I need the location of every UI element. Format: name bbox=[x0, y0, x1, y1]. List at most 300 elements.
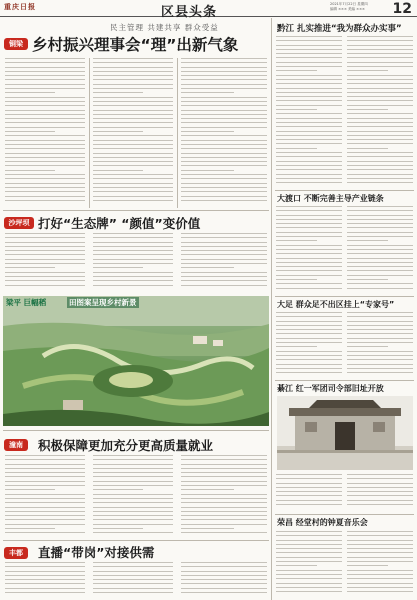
fengdu-body-col3 bbox=[181, 562, 267, 598]
rice-field-illustration bbox=[3, 296, 269, 426]
body-text-line bbox=[181, 191, 267, 192]
body-text-line bbox=[5, 464, 85, 465]
paper-name: 重庆日报 bbox=[4, 2, 36, 11]
body-text-line bbox=[276, 109, 317, 110]
body-text-line bbox=[347, 122, 413, 123]
body-text-line bbox=[5, 267, 55, 268]
body-text-line bbox=[276, 574, 342, 575]
body-text-line bbox=[347, 75, 413, 76]
body-text-line bbox=[93, 592, 173, 593]
body-text-line bbox=[276, 57, 342, 58]
body-text-line bbox=[276, 561, 342, 562]
body-text-line bbox=[93, 528, 143, 529]
body-text-line bbox=[347, 333, 413, 334]
body-text-line bbox=[347, 223, 413, 224]
fengdu-body-col1 bbox=[5, 562, 85, 598]
body-text-line bbox=[93, 144, 173, 145]
body-text-line bbox=[347, 178, 413, 179]
body-text-line bbox=[93, 481, 173, 482]
body-text-line bbox=[347, 578, 413, 579]
body-text-line bbox=[5, 575, 85, 576]
body-text-line bbox=[276, 275, 342, 276]
body-text-line bbox=[5, 110, 85, 111]
body-text-line bbox=[347, 96, 413, 97]
section-rule bbox=[275, 514, 414, 515]
body-text-line bbox=[181, 592, 267, 593]
body-text-line bbox=[181, 67, 267, 68]
body-text-line bbox=[181, 575, 267, 576]
body-text-line bbox=[5, 191, 85, 192]
body-text-line bbox=[5, 468, 85, 469]
body-text-line bbox=[347, 504, 413, 505]
body-text-line bbox=[276, 544, 342, 545]
body-text-line bbox=[5, 263, 85, 264]
body-text-line bbox=[347, 288, 413, 289]
body-text-line bbox=[181, 459, 267, 460]
body-text-line bbox=[347, 351, 413, 352]
body-text-line bbox=[5, 246, 85, 247]
dadukou-body-col1 bbox=[276, 206, 342, 294]
body-text-line bbox=[276, 557, 342, 558]
body-text-line bbox=[93, 157, 173, 158]
body-text-line bbox=[276, 236, 342, 237]
body-text-line bbox=[181, 200, 267, 201]
body-text-line bbox=[93, 153, 173, 154]
body-text-line bbox=[347, 53, 413, 54]
body-text-line bbox=[347, 118, 413, 119]
body-text-line bbox=[276, 53, 342, 54]
body-text-line bbox=[5, 88, 85, 89]
body-text-line bbox=[181, 88, 267, 89]
body-text-line bbox=[181, 157, 267, 158]
body-text-line bbox=[276, 100, 342, 101]
body-text-line bbox=[347, 66, 413, 67]
body-text-line bbox=[181, 135, 267, 136]
body-text-line bbox=[5, 562, 85, 563]
body-text-line bbox=[276, 351, 342, 352]
body-text-line bbox=[347, 227, 413, 228]
dadukou-headline: 大渡口 不断完善主导产业链条 bbox=[277, 194, 384, 203]
body-text-line bbox=[276, 148, 317, 149]
body-text-line bbox=[5, 524, 85, 525]
body-text-line bbox=[347, 561, 413, 562]
body-text-line bbox=[181, 97, 267, 98]
body-text-line bbox=[347, 139, 413, 140]
body-text-line bbox=[93, 583, 173, 584]
body-text-line bbox=[276, 325, 342, 326]
body-text-line bbox=[276, 279, 317, 280]
body-text-line bbox=[5, 489, 55, 490]
body-text-line bbox=[276, 359, 342, 360]
tongnan-body-col3 bbox=[181, 455, 267, 537]
body-text-line bbox=[93, 165, 173, 166]
body-text-line bbox=[276, 83, 342, 84]
date-info bbox=[330, 2, 394, 12]
historic-gate-illustration bbox=[277, 396, 413, 470]
body-text-line bbox=[276, 75, 342, 76]
body-text-line bbox=[276, 342, 342, 343]
body-text-line bbox=[181, 114, 267, 115]
body-text-line bbox=[276, 240, 317, 241]
dazu-body-col2 bbox=[347, 312, 413, 378]
body-text-line bbox=[5, 285, 85, 286]
body-text-line bbox=[181, 498, 267, 499]
body-text-line bbox=[347, 262, 413, 263]
body-text-line bbox=[5, 519, 85, 520]
body-text-line bbox=[347, 583, 413, 584]
body-text-line bbox=[347, 83, 413, 84]
body-text-line bbox=[276, 487, 342, 488]
page-number: 12 bbox=[392, 1, 412, 17]
body-text-line bbox=[93, 250, 173, 251]
section-rule bbox=[275, 190, 414, 191]
body-text-line bbox=[276, 535, 342, 536]
body-text-line bbox=[181, 511, 267, 512]
column-divider bbox=[271, 18, 272, 600]
qianjiang-headline: 黔江 扎实推进“我为群众办实事” bbox=[277, 24, 402, 34]
section-title: 区县头条 bbox=[161, 5, 218, 20]
body-text-line bbox=[276, 312, 342, 313]
body-text-line bbox=[347, 62, 413, 63]
shapingba-body-col3 bbox=[181, 233, 267, 293]
body-text-line bbox=[5, 481, 85, 482]
body-text-line bbox=[347, 500, 413, 501]
body-text-line bbox=[5, 187, 85, 188]
body-text-line bbox=[347, 236, 413, 237]
body-text-line bbox=[93, 62, 173, 63]
body-text-line bbox=[347, 135, 413, 136]
body-text-line bbox=[93, 140, 173, 141]
body-text-line bbox=[5, 135, 85, 136]
body-text-line bbox=[93, 272, 173, 273]
body-text-line bbox=[181, 144, 267, 145]
body-text-line bbox=[181, 485, 267, 486]
body-text-line bbox=[5, 131, 55, 132]
body-text-line bbox=[347, 483, 413, 484]
body-text-line bbox=[181, 127, 267, 128]
body-text-line bbox=[347, 253, 413, 254]
body-text-line bbox=[347, 574, 413, 575]
body-text-line bbox=[276, 40, 342, 41]
body-text-line bbox=[5, 237, 85, 238]
body-text-line bbox=[181, 519, 267, 520]
body-text-line bbox=[5, 459, 85, 460]
body-text-line bbox=[347, 535, 413, 536]
body-text-line bbox=[276, 206, 342, 207]
tongnan-body-col1 bbox=[5, 455, 85, 537]
body-text-line bbox=[93, 200, 173, 201]
body-text-line bbox=[347, 152, 413, 153]
body-text-line bbox=[347, 210, 413, 211]
body-text-line bbox=[276, 500, 342, 501]
body-text-line bbox=[276, 169, 342, 170]
body-text-line bbox=[181, 118, 267, 119]
body-text-line bbox=[93, 92, 143, 93]
body-text-line bbox=[93, 122, 173, 123]
body-text-line bbox=[347, 266, 413, 267]
body-text-line bbox=[276, 223, 342, 224]
body-text-line bbox=[276, 368, 342, 369]
body-text-line bbox=[5, 532, 85, 533]
body-text-line bbox=[5, 583, 85, 584]
body-text-line bbox=[276, 329, 342, 330]
body-text-line bbox=[276, 215, 342, 216]
body-text-line bbox=[276, 232, 342, 233]
body-text-line bbox=[5, 511, 85, 512]
body-text-line bbox=[5, 242, 85, 243]
body-text-line bbox=[347, 109, 388, 110]
body-text-line bbox=[93, 571, 173, 572]
body-text-line bbox=[93, 485, 173, 486]
body-text-line bbox=[276, 182, 342, 183]
body-text-line bbox=[347, 126, 413, 127]
body-text-line bbox=[181, 472, 267, 473]
body-text-line bbox=[276, 62, 342, 63]
body-text-line bbox=[5, 75, 85, 76]
body-text-line bbox=[5, 114, 85, 115]
tongliang-tag: 铜梁 bbox=[4, 38, 28, 50]
body-text-line bbox=[347, 182, 413, 183]
gate-photo bbox=[277, 396, 413, 470]
rongchang-body-col2 bbox=[347, 531, 413, 597]
body-text-line bbox=[347, 270, 413, 271]
body-text-line bbox=[276, 258, 342, 259]
body-text-line bbox=[276, 364, 342, 365]
body-text-line bbox=[276, 346, 317, 347]
tongnan-headline: 积极保障更加充分更高质量就业 bbox=[38, 438, 214, 453]
body-text-line bbox=[276, 483, 342, 484]
body-text-line bbox=[347, 45, 413, 46]
body-text-line bbox=[5, 254, 85, 255]
body-text-line bbox=[276, 583, 342, 584]
body-text-line bbox=[5, 178, 85, 179]
body-text-line bbox=[93, 174, 173, 175]
body-text-line bbox=[347, 105, 413, 106]
body-text-line bbox=[276, 565, 317, 566]
body-text-line bbox=[93, 524, 173, 525]
body-text-line bbox=[181, 75, 267, 76]
tongliang-kicker: 民主管理 共建共享 群众受益 bbox=[110, 23, 219, 32]
body-text-line bbox=[93, 532, 173, 533]
body-text-line bbox=[347, 342, 413, 343]
body-text-line bbox=[347, 359, 413, 360]
body-text-line bbox=[93, 489, 143, 490]
body-text-line bbox=[93, 67, 173, 68]
body-text-line bbox=[5, 153, 85, 154]
fengdu-tag: 丰都 bbox=[4, 547, 28, 559]
body-text-line bbox=[93, 472, 173, 473]
body-text-line bbox=[5, 528, 55, 529]
body-text-line bbox=[181, 583, 267, 584]
body-text-line bbox=[93, 498, 173, 499]
body-text-line bbox=[276, 210, 342, 211]
body-text-line bbox=[276, 270, 342, 271]
body-text-line bbox=[276, 338, 342, 339]
body-text-line bbox=[347, 368, 413, 369]
body-text-line bbox=[276, 113, 342, 114]
body-text-line bbox=[5, 485, 85, 486]
body-text-line bbox=[181, 174, 267, 175]
body-text-line bbox=[181, 246, 267, 247]
body-text-line bbox=[93, 455, 173, 456]
body-text-line bbox=[181, 489, 234, 490]
body-text-line bbox=[5, 97, 85, 98]
body-text-line bbox=[347, 355, 413, 356]
body-text-line bbox=[93, 280, 173, 281]
body-text-line bbox=[181, 532, 267, 533]
rice-field-photo bbox=[3, 296, 269, 426]
body-text-line bbox=[5, 148, 85, 149]
body-text-line bbox=[181, 579, 267, 580]
rongchang-headline: 荣昌 经堂村的钟夏音乐会 bbox=[277, 518, 368, 527]
body-text-line bbox=[347, 325, 413, 326]
body-text-line bbox=[5, 161, 85, 162]
body-text-line bbox=[5, 92, 55, 93]
body-text-line bbox=[347, 232, 413, 233]
body-text-line bbox=[181, 562, 267, 563]
body-text-line bbox=[181, 105, 267, 106]
body-text-line bbox=[347, 495, 413, 496]
body-text-line bbox=[93, 267, 143, 268]
body-text-line bbox=[347, 161, 413, 162]
body-text-line bbox=[181, 110, 267, 111]
body-text-line bbox=[5, 566, 85, 567]
body-text-line bbox=[347, 57, 413, 58]
body-text-line bbox=[93, 254, 173, 255]
body-text-line bbox=[276, 92, 342, 93]
masthead bbox=[0, 0, 417, 20]
body-text-line bbox=[347, 36, 413, 37]
rongchang-body-col1 bbox=[276, 531, 342, 597]
body-text-line bbox=[276, 372, 342, 373]
body-text-line bbox=[276, 161, 342, 162]
body-text-line bbox=[347, 329, 413, 330]
qijiang-body-col1 bbox=[276, 474, 342, 512]
body-text-line bbox=[181, 528, 234, 529]
body-text-line bbox=[93, 276, 173, 277]
body-text-line bbox=[276, 266, 342, 267]
body-text-line bbox=[347, 587, 413, 588]
body-text-line bbox=[5, 498, 85, 499]
body-text-line bbox=[5, 233, 85, 234]
body-text-line bbox=[181, 267, 234, 268]
body-text-line bbox=[93, 476, 173, 477]
body-text-line bbox=[181, 507, 267, 508]
body-text-line bbox=[276, 478, 342, 479]
body-text-line bbox=[5, 183, 85, 184]
body-text-line bbox=[181, 101, 267, 102]
body-text-line bbox=[276, 131, 342, 132]
fengdu-headline: 直播“带岗”对接供需 bbox=[38, 545, 155, 560]
body-text-line bbox=[347, 49, 413, 50]
body-text-line bbox=[347, 249, 413, 250]
body-text-line bbox=[181, 62, 267, 63]
body-text-line bbox=[93, 519, 173, 520]
body-text-line bbox=[93, 84, 173, 85]
body-text-line bbox=[276, 548, 342, 549]
body-text-line bbox=[93, 242, 173, 243]
body-text-line bbox=[5, 71, 85, 72]
body-text-line bbox=[276, 321, 342, 322]
tongnan-tag: 潼南 bbox=[4, 439, 28, 451]
body-text-line bbox=[5, 579, 85, 580]
body-text-line bbox=[93, 237, 173, 238]
body-text-line bbox=[93, 246, 173, 247]
photo-caption-place: 梁平 巨幅稻 bbox=[6, 298, 47, 307]
body-text-line bbox=[5, 259, 85, 260]
body-text-line bbox=[93, 191, 173, 192]
body-text-line bbox=[181, 502, 267, 503]
body-text-line bbox=[347, 245, 413, 246]
body-text-line bbox=[276, 49, 342, 50]
body-text-line bbox=[347, 88, 413, 89]
body-text-line bbox=[93, 196, 173, 197]
body-text-line bbox=[181, 237, 267, 238]
body-text-line bbox=[93, 468, 173, 469]
body-text-line bbox=[347, 591, 413, 592]
body-text-line bbox=[93, 464, 173, 465]
body-text-line bbox=[5, 58, 85, 59]
body-text-line bbox=[347, 70, 388, 71]
body-text-line bbox=[93, 494, 173, 495]
body-text-line bbox=[181, 242, 267, 243]
body-text-line bbox=[276, 491, 342, 492]
body-text-line bbox=[181, 161, 267, 162]
fengdu-body-col2 bbox=[93, 562, 173, 598]
body-text-line bbox=[181, 170, 234, 171]
body-text-line bbox=[5, 515, 85, 516]
body-text-line bbox=[181, 481, 267, 482]
body-text-line bbox=[93, 71, 173, 72]
body-text-line bbox=[5, 127, 85, 128]
body-text-line bbox=[347, 474, 413, 475]
body-text-line bbox=[181, 571, 267, 572]
body-text-line bbox=[181, 122, 267, 123]
body-text-line bbox=[347, 113, 413, 114]
body-text-line bbox=[276, 79, 342, 80]
body-text-line bbox=[181, 153, 267, 154]
body-text-line bbox=[5, 62, 85, 63]
dazu-headline: 大足 群众足不出区挂上“专家号” bbox=[277, 300, 395, 309]
editor-line: 编辑 ××× 美编 ××× bbox=[330, 7, 365, 11]
dazu-body-col1 bbox=[276, 312, 342, 378]
body-text-line bbox=[347, 491, 413, 492]
shapingba-body-col1 bbox=[5, 233, 85, 293]
body-text-line bbox=[181, 187, 267, 188]
body-text-line bbox=[181, 588, 267, 589]
qianjiang-body-col1 bbox=[276, 36, 342, 188]
body-text-line bbox=[93, 161, 173, 162]
body-text-line bbox=[181, 178, 267, 179]
body-text-line bbox=[93, 507, 173, 508]
body-text-line bbox=[276, 105, 342, 106]
body-text-line bbox=[93, 562, 173, 563]
body-text-line bbox=[93, 588, 173, 589]
body-text-line bbox=[276, 152, 342, 153]
body-text-line bbox=[347, 174, 413, 175]
body-text-line bbox=[347, 487, 413, 488]
body-text-line bbox=[347, 283, 413, 284]
body-text-line bbox=[5, 157, 85, 158]
body-text-line bbox=[93, 459, 173, 460]
body-text-line bbox=[5, 507, 85, 508]
shapingba-tag: 沙坪坝 bbox=[4, 217, 34, 229]
body-text-line bbox=[181, 276, 267, 277]
body-text-line bbox=[181, 259, 267, 260]
body-text-line bbox=[93, 285, 173, 286]
photo-caption-text: 田图案呈现乡村新景 bbox=[69, 298, 137, 307]
body-text-line bbox=[93, 58, 173, 59]
